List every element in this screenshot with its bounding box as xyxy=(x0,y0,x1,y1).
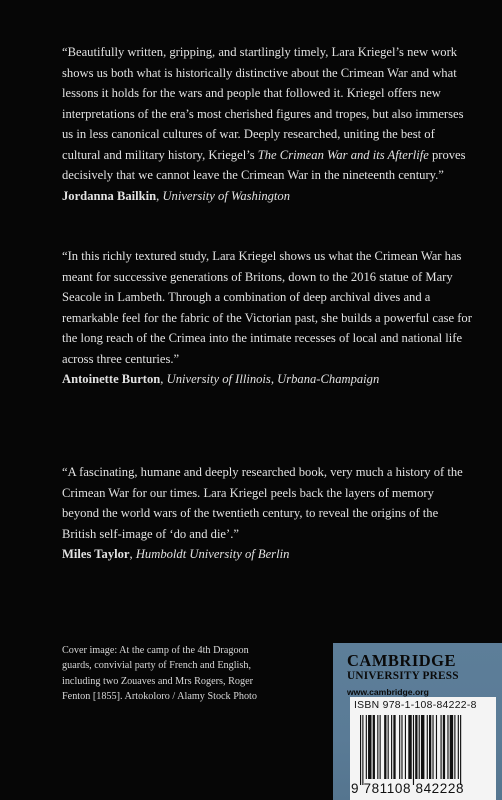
barcode-bar xyxy=(443,715,445,779)
barcode-bar xyxy=(401,715,402,779)
barcode-bar xyxy=(450,715,453,779)
endorsement-2-attribution: Antoinette Burton, University of Illinois, Urbana-Champaign xyxy=(62,372,380,386)
barcode-bar xyxy=(447,715,448,779)
barcode-bar xyxy=(405,715,406,779)
publisher-name: CAMBRIDGE xyxy=(347,651,457,670)
publisher-subtitle: UNIVERSITY PRESS xyxy=(347,670,459,682)
endorser-institution: University of Washington xyxy=(162,188,291,203)
barcode-bar xyxy=(399,715,400,779)
barcode-bar xyxy=(436,715,437,779)
barcode-bar xyxy=(388,715,389,779)
book-title: The Crimean War and its Afterlife xyxy=(257,147,429,162)
barcode-icon xyxy=(356,715,490,785)
barcode-bar xyxy=(384,715,386,779)
barcode-bar xyxy=(362,715,363,785)
barcode-bar xyxy=(419,715,420,779)
cover-image-credit: Cover image: At the camp of the 4th Dragoon guards, convivial party of French and English, including two Zouaves and Mrs Rogers, Roger Fenton [1855]. Artokoloro / Alamy Stock Photo xyxy=(62,645,257,702)
barcode-bar xyxy=(377,715,378,779)
barcode-bar xyxy=(380,715,381,779)
barcode-bar xyxy=(454,715,455,779)
endorsement-3 xyxy=(62,462,472,565)
barcode-bar xyxy=(413,715,414,785)
barcode-bar xyxy=(391,715,392,779)
barcode-bar xyxy=(366,715,367,779)
endorser-institution: University of Illinois, Urbana-Champaign xyxy=(166,372,380,386)
endorsement-1-attribution: Jordanna Bailkin, University of Washington xyxy=(62,188,291,203)
endorser-institution: Humboldt University of Berlin xyxy=(135,547,290,561)
barcode-digits: 9 781108 842228 xyxy=(351,781,465,796)
endorsement-1-text-end: proves decisively that we cannot leave the Crimean War in the nineteenth century.” xyxy=(62,147,466,182)
barcode-bar xyxy=(458,715,459,779)
publisher-url: www.cambridge.org xyxy=(347,687,429,697)
barcode-bar xyxy=(360,715,361,785)
endorsement-3-attribution: Miles Taylor, Humboldt University of Berlin xyxy=(62,547,290,561)
barcode-bar xyxy=(432,715,433,779)
endorsement-1-text xyxy=(62,42,472,186)
endorser-name: Jordanna Bailkin xyxy=(62,188,157,203)
isbn-label: ISBN 978-1-108-84222-8 xyxy=(354,700,477,711)
barcode-bar xyxy=(408,715,411,779)
endorsement-3-text: “A fascinating, humane and deeply researched book, very much a history of the Crimean War for our times. Lara Kriegel peels back the layers of memory beyond the world wars of the twentieth century, to reveal the origins of the British self-image of ‘do and die’.” xyxy=(62,465,463,541)
barcode-bar xyxy=(429,715,431,779)
barcode-bar xyxy=(393,715,395,779)
endorsement-1 xyxy=(62,42,472,206)
barcode-bar xyxy=(460,715,461,785)
endorsement-2-text: “In this richly textured study, Lara Kriegel shows us what the Crimean War has meant for successive generations of Britons, down to the 2016 statue of Mary Seacole in Lambeth. Through a combination of deep archival dives and a remarkable feel for the fabric of the Victorian past, she builds a powerful case for the long reach of the Crimea into the intimate recesses of local and national life across three centuries.” xyxy=(62,249,472,366)
barcode-bar xyxy=(368,715,371,779)
isbn-barcode xyxy=(350,697,496,800)
barcode-bar xyxy=(427,715,428,779)
barcode-bar xyxy=(373,715,375,779)
barcode-bar xyxy=(421,715,424,779)
endorser-name: Antoinette Burton xyxy=(62,372,161,386)
endorsement-2 xyxy=(62,246,472,390)
barcode-bar xyxy=(415,715,417,779)
endorser-name: Miles Taylor xyxy=(62,547,130,561)
barcode-bar xyxy=(441,715,442,779)
endorsement-1-text-part: “Beautifully written, gripping, and startlingly timely, Lara Kriegel’s new work shows us both what is historically distinctive about the Crimean War and what lessons it holds for the wars and people that followed it. Kriegel offers new interpretations of the era’s most cherished figures and tropes, but also immerses us in less canonical cultures of war. Deeply researched, uniting the best of cultural and military history, Kriegel’s xyxy=(62,45,464,162)
